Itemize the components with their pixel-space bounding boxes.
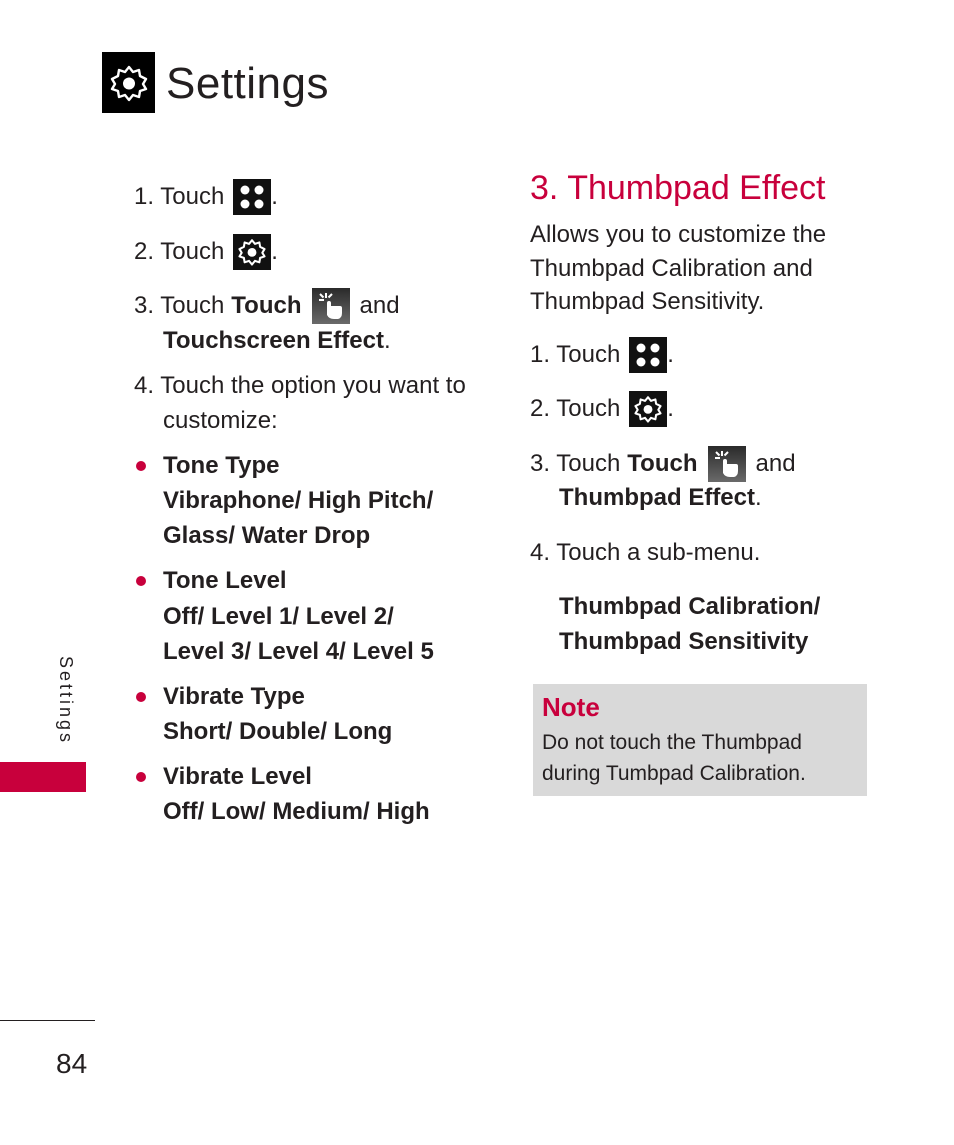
step-bold-target: Thumbpad Effect [559,484,755,511]
bullet-line: Short/ Double/ Long [163,718,393,745]
footer-divider [0,1020,95,1021]
settings-header-icon [102,52,155,113]
note-line: during Tumbpad Calibration. [542,762,806,785]
submenu-line: Thumbpad Sensitivity [559,628,809,655]
bullet-dot [136,692,146,702]
bullet-title-tone-type: Tone Type [163,452,280,479]
left-step-2 [134,234,278,270]
touch-icon [312,288,350,324]
right-step-4: 4. Touch a sub-menu. [530,539,761,566]
intro-line: Thumbpad Sensitivity. [530,288,765,315]
bullet-dot [136,461,146,471]
bullet-title-tone-level: Tone Level [163,567,287,594]
bullet-line: Vibraphone/ High Pitch/ [163,487,434,514]
left-step-3 [134,288,400,324]
step-text: 2. Touch [530,395,621,422]
step-bold-touch: Touch [627,450,698,477]
gear-icon [233,234,271,270]
right-step-1 [530,337,674,373]
intro-line: Allows you to customize the [530,221,827,248]
gear-icon [110,64,148,102]
page-number: 84 [56,1048,88,1079]
step-end: . [271,238,278,265]
note-line: Do not touch the Thumbpad [542,731,802,754]
step-end: . [383,327,391,354]
section-title: 3. Thumbpad Effect [530,169,826,207]
left-step-4-line-1: 4. Touch the option you want to [134,372,466,399]
bullet-line: Off/ Level 1/ Level 2/ [163,603,394,630]
step-bold-touch: Touch [231,292,302,319]
gear-icon [629,391,667,427]
step-text: 1. Touch [530,341,621,368]
side-tab-label: Settings [56,656,76,746]
bullet-dot [136,772,146,782]
step-end: . [667,341,674,368]
page-title: Settings [166,59,329,108]
step-and: and [359,292,400,319]
step-text: 1. Touch [134,183,225,210]
bullet-line: Glass/ Water Drop [163,522,371,549]
bullet-line: Level 3/ Level 4/ Level 5 [163,638,434,665]
step-text: 3. Touch [530,450,621,477]
right-step-3-target [559,481,762,515]
step-text: 2. Touch [134,238,225,265]
right-step-2 [530,391,674,427]
touch-icon [708,446,746,482]
apps-grid-icon [233,179,271,215]
submenu-line: Thumbpad Calibration/ [559,593,821,620]
bullet-title-vibrate-type: Vibrate Type [163,683,305,710]
step-end: . [271,183,278,210]
step-and: and [755,450,796,477]
step-bold-target: Touchscreen Effect [163,327,384,354]
left-step-4-line-2: customize: [163,407,278,434]
bullet-dot [136,576,146,586]
bullet-line: Off/ Low/ Medium/ High [163,798,430,825]
step-end: . [755,484,762,511]
left-step-3-target [163,324,391,358]
apps-grid-icon [629,337,667,373]
step-end: . [667,395,674,422]
side-tab-bar [0,762,86,792]
intro-line: Thumbpad Calibration and [530,255,813,282]
right-step-3 [530,446,796,482]
step-text: 3. Touch [134,292,225,319]
note-title: Note [542,692,600,722]
left-step-1 [134,179,278,215]
bullet-title-vibrate-level: Vibrate Level [163,763,312,790]
